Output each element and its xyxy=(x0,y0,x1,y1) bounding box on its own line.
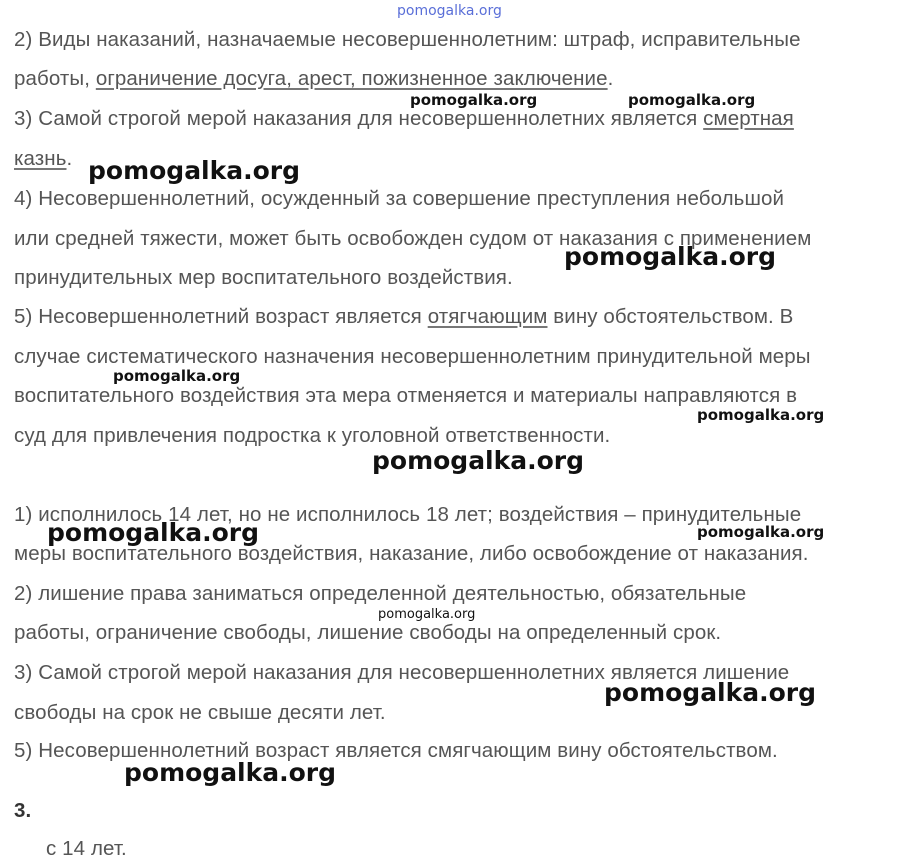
text-line-17: свободы на срок не свыше десяти лет. xyxy=(14,701,386,724)
text-line-10: воспитательного воздействия эта мера отменяется и материалы направляются в xyxy=(14,384,798,407)
text-line-12: 1) исполнилось 14 лет, но не исполнилось 18 лет; воздействия – принудительные xyxy=(14,503,802,526)
text-line-6: или средней тяжести, может быть освобожден судом от наказания с применением xyxy=(14,227,812,250)
text-line-8-part-a: 5) Несовершеннолетний возраст является xyxy=(14,305,428,328)
watermark-top: pomogalka.org xyxy=(397,3,502,19)
text-line-11: суд для привлечения подростка к уголовной ответственности. xyxy=(14,424,611,447)
watermark: pomogalka.org xyxy=(124,758,337,787)
text-line-13: меры воспитательного воздействия, наказание, либо освобождение от наказания. xyxy=(14,542,809,565)
text-line-9: случае систематического назначения несовершеннолетним принудительной меры xyxy=(14,345,811,368)
watermark: pomogalka.org xyxy=(372,446,585,475)
text-line-20: с 14 лет. xyxy=(46,837,127,860)
text-line-3 xyxy=(14,106,794,132)
text-line-15: работы, ограничение свободы, лишение свободы на определенный срок. xyxy=(14,621,722,644)
text-line-5: 4) Несовершеннолетний, осужденный за совершение преступления небольшой xyxy=(14,187,785,210)
text-line-14: 2) лишение права заниматься определенной деятельностью, обязательные xyxy=(14,582,747,605)
underlined-answer-punishments: ограничение досуга, арест, пожизненное заключение xyxy=(95,67,608,90)
watermark: pomogalka.org xyxy=(628,91,756,109)
text-line-16: 3) Самой строгой мерой наказания для несовершеннолетних является лишение xyxy=(14,661,790,684)
text-line-2-part-a: работы, xyxy=(14,67,96,90)
text-line-8 xyxy=(14,304,793,330)
text-line-4-part-b: . xyxy=(66,147,73,170)
watermark: pomogalka.org xyxy=(410,91,538,109)
text-line-2-part-b: . xyxy=(607,67,614,90)
text-line-8-part-b: вину обстоятельством. В xyxy=(547,305,794,328)
watermark: pomogalka.org xyxy=(564,242,777,271)
underlined-answer-death-penalty-2: казнь xyxy=(14,147,67,170)
watermark: pomogalka.org xyxy=(47,518,260,547)
text-line-4 xyxy=(14,146,72,172)
watermark: pomogalka.org xyxy=(378,607,476,622)
underlined-answer-death-penalty-1: смертная xyxy=(703,107,794,130)
text-line-18: 5) Несовершеннолетний возраст является смягчающим вину обстоятельством. xyxy=(14,739,778,762)
watermark: pomogalka.org xyxy=(697,523,825,541)
watermark: pomogalka.org xyxy=(604,678,817,707)
section-heading-3: 3. xyxy=(14,799,32,822)
underlined-answer-aggravating: отягчающим xyxy=(427,305,548,328)
watermark: pomogalka.org xyxy=(88,156,301,185)
text-line-1: 2) Виды наказаний, назначаемые несовершеннолетним: штраф, исправительные xyxy=(14,28,801,51)
text-line-2 xyxy=(14,66,613,92)
text-line-3-part-a: 3) Самой строгой мерой наказания для несовершеннолетних является xyxy=(14,107,704,130)
text-line-7: принудительных мер воспитательного воздействия. xyxy=(14,266,513,289)
watermark: pomogalka.org xyxy=(113,367,241,385)
watermark: pomogalka.org xyxy=(697,406,825,424)
